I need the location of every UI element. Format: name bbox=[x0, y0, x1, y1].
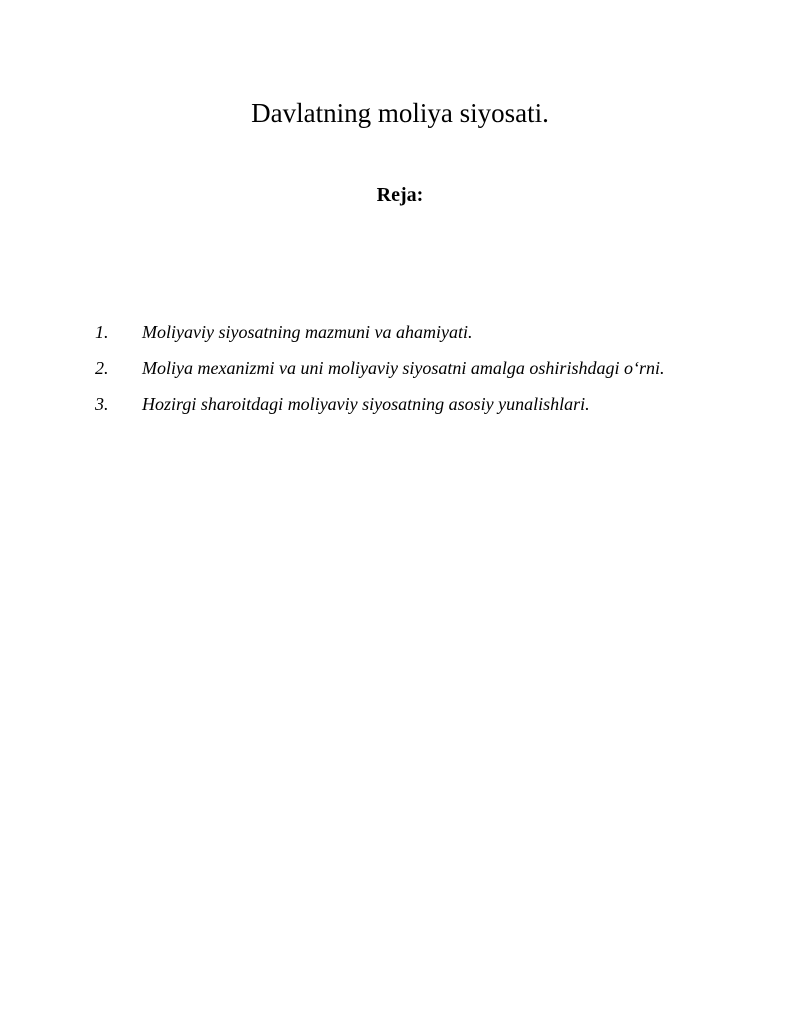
plan-item-text: Moliyaviy siyosatning mazmuni va ahamiyati. bbox=[142, 322, 473, 342]
plan-item-number: 3. bbox=[95, 394, 109, 414]
plan-item-text: Hozirgi sharoitdagi moliyaviy siyosatning asosiy yunalishlari. bbox=[142, 394, 590, 414]
plan-list bbox=[95, 314, 715, 422]
plan-item-1 bbox=[95, 314, 715, 350]
document-title: Davlatning moliya siyosati. bbox=[251, 98, 549, 128]
plan-item-2 bbox=[95, 350, 715, 386]
plan-item-3 bbox=[95, 386, 715, 422]
plan-item-number: 1. bbox=[95, 322, 109, 342]
plan-heading: Reja: bbox=[376, 184, 424, 206]
plan-item-text: Moliya mexanizmi va uni moliyaviy siyosatni amalga oshirishdagi o‘rni. bbox=[142, 358, 665, 378]
plan-item-number: 2. bbox=[95, 358, 109, 378]
